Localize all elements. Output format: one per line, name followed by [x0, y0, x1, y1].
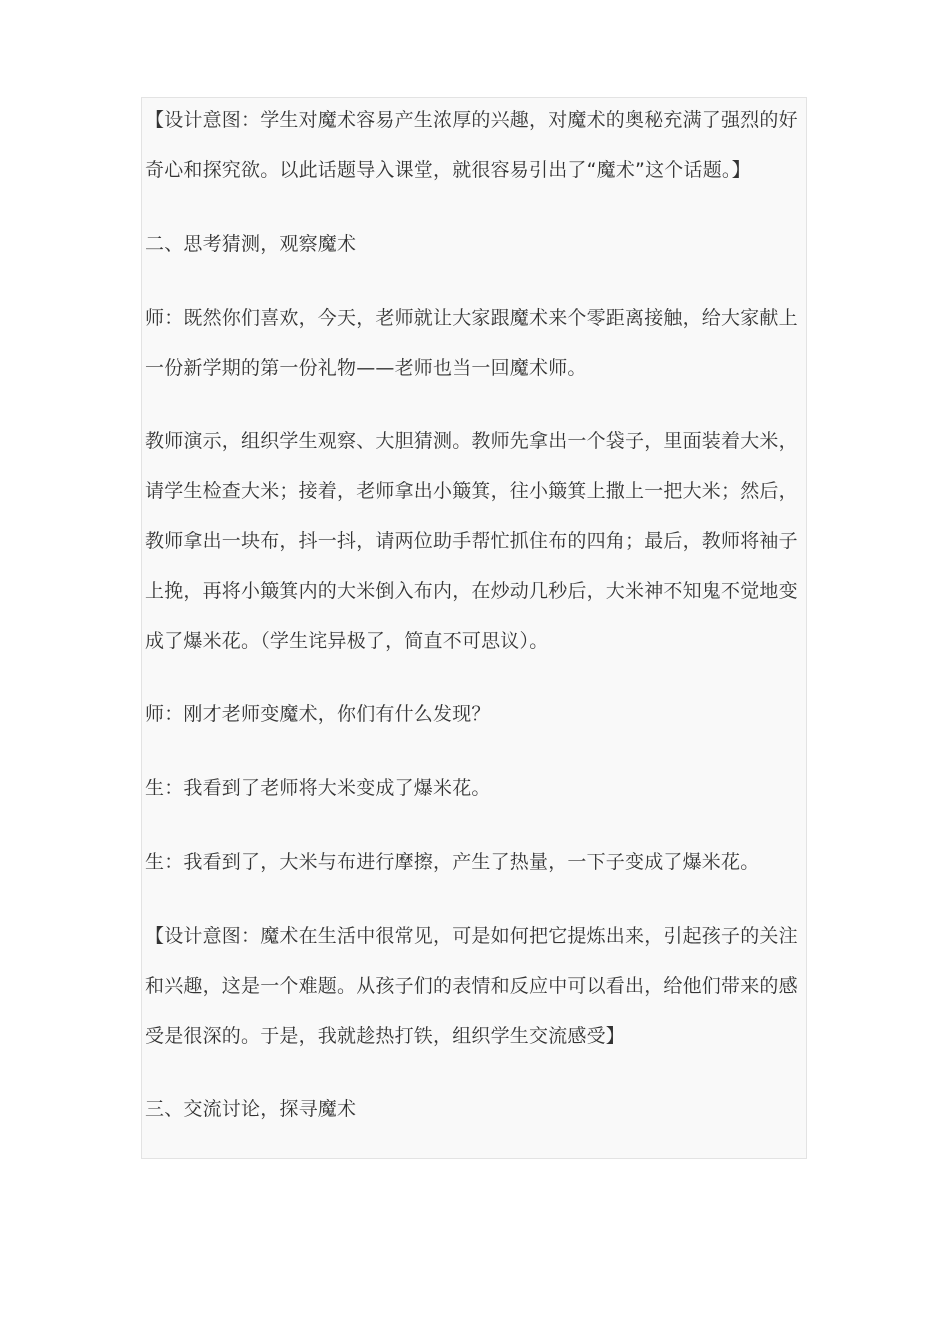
document-content-box [141, 97, 807, 1159]
student-answer-paragraph-2: 生：我看到了，大米与布进行摩擦，产生了热量，一下子变成了爆米花。 [145, 851, 760, 873]
design-intent-paragraph-1: 【设计意图：学生对魔术容易产生浓厚的兴趣，对魔术的奥秘充满了强烈的好奇心和探究欲。以此话题导入课堂，就很容易引出了“魔术”这个话题。】 [145, 109, 798, 181]
student-answer-paragraph-1: 生：我看到了老师将大米变成了爆米花。 [145, 777, 491, 799]
section-heading-2: 二、思考猜测，观察魔术 [145, 233, 357, 255]
teacher-intro-paragraph: 师：既然你们喜欢，今天，老师就让大家跟魔术来个零距离接触，给大家献上一份新学期的第一份礼物——老师也当一回魔术师。 [145, 307, 798, 379]
demonstration-paragraph: 教师演示，组织学生观察、大胆猜测。教师先拿出一个袋子，里面装着大米，请学生检查大米；接着，老师拿出小簸箕，往小簸箕上撒上一把大米；然后，教师拿出一块布，抖一抖，请两位助手帮忙抓住布的四角；最后，教师将袖子上挽，再将小簸箕内的大米倒入布内，在炒动几秒后，大米神不知鬼不觉地变成了爆米花。（学生诧异极了，简直不可思议）。 [145, 430, 798, 652]
teacher-question-paragraph: 师：刚才老师变魔术，你们有什么发现？ [145, 703, 491, 725]
section-heading-3: 三、交流讨论，探寻魔术 [145, 1098, 357, 1120]
design-intent-paragraph-2: 【设计意图：魔术在生活中很常见，可是如何把它提炼出来，引起孩子的关注和兴趣，这是一个难题。从孩子们的表情和反应中可以看出，给他们带来的感受是很深的。于是，我就趁热打铁，组织学生交流感受】 [145, 925, 798, 1047]
